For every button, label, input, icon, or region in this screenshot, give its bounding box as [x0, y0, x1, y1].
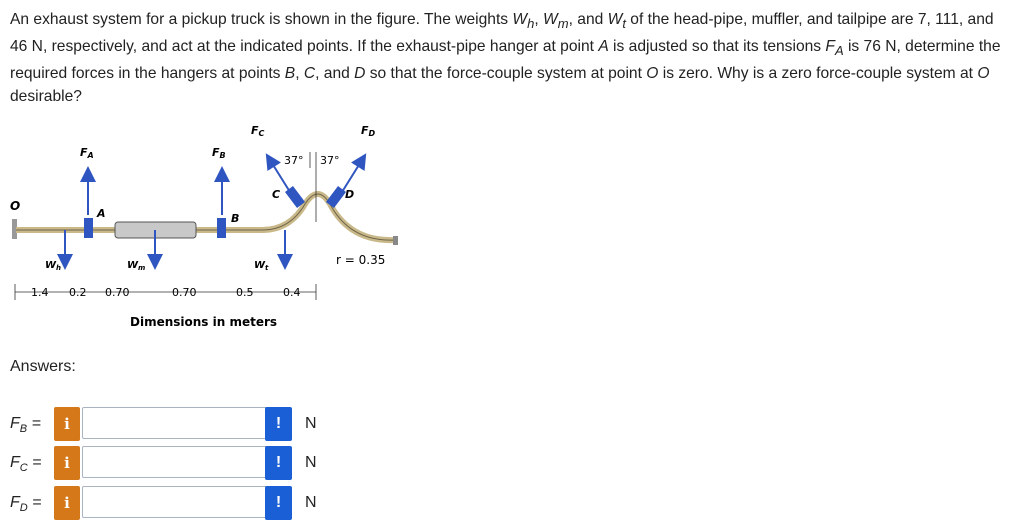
- fd-info-button[interactable]: i: [54, 486, 80, 520]
- problem-statement: An exhaust system for a pickup truck is shown in the figure. The weights $W_h$, $W_m$, and $W_t$ of the head-pipe, muffler, and tailpipe are 7, 111, and 46 N, respectively, and act at the indicated points. If the exhaust-pipe hanger at point A is adjusted so that its tensions $F_A$ is 76 N, determine the required forces in the hangers at points B, C, and D so that the force-couple system at point O is zero. Why is a zero force-couple system at O desirable?: [10, 11, 1001, 106]
- point-b-label: B: [231, 212, 240, 225]
- fb-unit: N: [305, 415, 317, 432]
- fb-warning-icon[interactable]: !: [265, 407, 292, 441]
- dim-1: 1.4: [31, 286, 49, 299]
- answer-row-fb: [0, 407, 340, 443]
- angle-d-label: 37°: [320, 154, 340, 167]
- dim-6: 0.4: [283, 286, 301, 299]
- fc-unit: N: [305, 454, 317, 471]
- fc-answer-input[interactable]: [82, 446, 270, 478]
- fb-info-button[interactable]: i: [54, 407, 80, 441]
- answers-heading: Answers:: [10, 358, 76, 375]
- hanger-b: [217, 218, 226, 238]
- weight-h-label: $W_h$: [45, 260, 62, 272]
- angle-c-label: 37°: [284, 154, 304, 167]
- fc-label: $F_C$ =: [10, 454, 42, 475]
- answer-row-fd: [0, 486, 340, 522]
- fd-unit: N: [305, 494, 317, 511]
- dim-5: 0.5: [236, 286, 254, 299]
- fd-answer-input[interactable]: [82, 486, 270, 518]
- fc-warning-icon[interactable]: !: [265, 446, 292, 480]
- force-b-label: FB: [212, 146, 226, 160]
- answer-row-fc: [0, 446, 340, 482]
- point-a-label: A: [97, 207, 106, 220]
- dim-3: 0.70: [105, 286, 130, 299]
- fb-label: $F_B$ =: [10, 415, 41, 436]
- fc-info-button[interactable]: i: [54, 446, 80, 480]
- hanger-a: [84, 218, 93, 238]
- dim-2: 0.2: [69, 286, 87, 299]
- fb-answer-input[interactable]: [82, 407, 270, 439]
- force-d-label: FD: [361, 124, 376, 138]
- force-c-label: FC: [251, 124, 265, 138]
- point-c-label: C: [272, 188, 281, 201]
- weight-m-label: $W_m$: [127, 260, 146, 272]
- fd-label: $F_D$ =: [10, 494, 42, 515]
- exhaust-system-figure: [0, 112, 420, 342]
- weight-t-label: $W_t$: [254, 260, 269, 272]
- figure-caption: Dimensions in meters: [130, 315, 278, 329]
- force-a-label: FA: [80, 146, 94, 160]
- point-d-label: D: [345, 188, 355, 201]
- dim-4: 0.70: [172, 286, 197, 299]
- fd-warning-icon[interactable]: !: [265, 486, 292, 520]
- point-o-label: O: [10, 199, 21, 213]
- radius-label: r = 0.35: [336, 253, 386, 267]
